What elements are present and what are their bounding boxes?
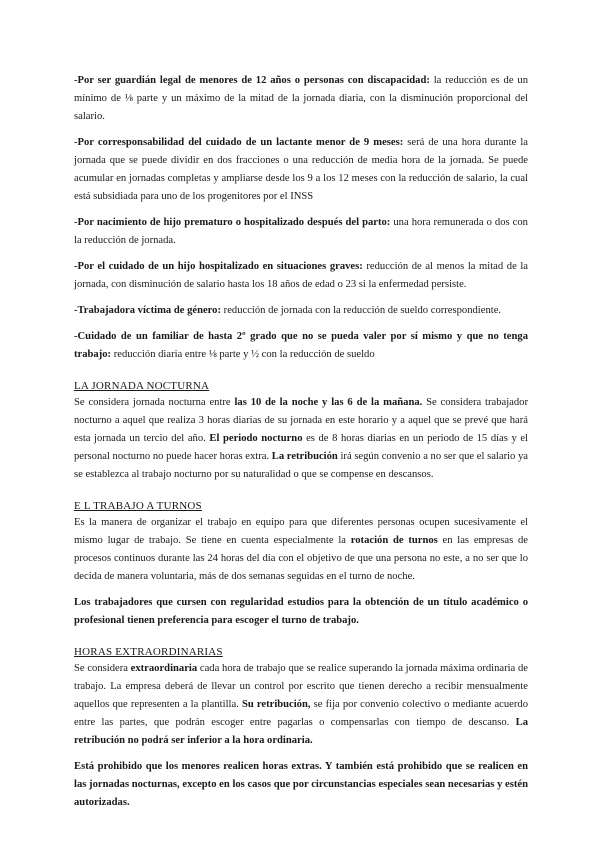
body-text: cada hora de trabajo que se realice superando la jornada máxima ordinaria de trabajo. La empresa deberá de llevar un control por escrito que tienen derecho a recibir mensualmente aquellos que representen a la plantilla.: [74, 663, 528, 710]
reduction-item-title: -Por el cuidado de un hijo hospitalizado en situaciones graves:: [74, 261, 363, 272]
body-emphasis: rotación de turnos: [350, 535, 438, 546]
body-text: Se considera jornada nocturna entre: [74, 397, 235, 408]
reduction-item-text: una hora remunerada o dos con la reducción de jornada.: [74, 217, 528, 246]
body-text: es de 8 horas diarias en un periodo de 15 días y el personal nocturno no puede hacer horas extra.: [74, 433, 529, 462]
reduction-item-title: -Por corresponsabilidad del cuidado de un lactante menor de 9 meses:: [74, 137, 404, 148]
section-heading-trabajo-turnos: E L TRABAJO A TURNOS: [74, 500, 202, 512]
reduction-item-title: -Por ser guardián legal de menores de 12 años o personas con discapacidad:: [74, 75, 430, 86]
body-text: se fija por convenio colectivo o mediante acuerdo entre las partes, que podrán escoger entre pagarlas o compensarlas con tiempo de descanso.: [74, 699, 528, 728]
reduction-item-prematuro: [74, 214, 528, 250]
body-emphasis: El periodo nocturno: [209, 433, 303, 444]
section-heading-jornada-nocturna: LA JORNADA NOCTURNA: [74, 380, 210, 392]
body-text: irá según convenio a no ser que el salario ya se establezca al trabajo nocturno por su naturalidad o que se compense en descansos.: [74, 451, 528, 480]
section-body-horas-extra: [74, 660, 528, 750]
body-emphasis: Su retribución,: [241, 699, 311, 710]
reduction-item-title: -Cuidado de un familiar de hasta 2º grado que no se pueda valer por sí mismo y que no tenga trabajo:: [74, 331, 528, 360]
section-note-trabajo-turnos: [74, 594, 528, 630]
reduction-item-victima-genero: [74, 302, 528, 320]
section-note-horas-extra: [74, 758, 528, 812]
body-emphasis: Los trabajadores que cursen con regularidad estudios para la obtención de un título académico o profesional tienen preferencia para escoger el turno de trabajo.: [74, 597, 528, 626]
section-heading-horas-extra: HORAS EXTRAORDINARIAS: [74, 646, 223, 658]
body-text: Se considera: [74, 663, 131, 674]
reduction-item-text: reducción de al menos la mitad de la jornada, con disminución de salario hasta los 18 años de edad o 23 si la enfermedad persiste.: [74, 261, 529, 290]
reduction-item-text: reducción diaria entre ⅛ parte y ½ con la reducción de sueldo: [111, 349, 375, 360]
reduction-item-title: -Por nacimiento de hijo prematuro o hospitalizado después del parto:: [74, 217, 391, 228]
body-emphasis: las 10 de la noche y las 6 de la mañana.: [234, 397, 423, 408]
reduction-item-hospitalizado: [74, 258, 528, 294]
body-text: en las empresas de procesos continuos durante las 24 horas del día con el objetivo de que una persona no este, a no ser que lo decida de manera voluntaria, más de dos semanas seguidas en el turno de noche.: [74, 535, 528, 582]
section-body-jornada-nocturna: [74, 394, 528, 484]
body-emphasis: Está prohibido que los menores realicen horas extras. Y también está prohibido que se realicen en las jornadas nocturnas, excepto en los casos que por circunstancias especiales sean necesarias y estén autorizadas.: [74, 761, 528, 808]
reduction-item-title: -Trabajadora víctima de género:: [74, 305, 222, 316]
reduction-item-lactante: [74, 134, 528, 206]
body-emphasis: extraordinaria: [130, 663, 198, 674]
body-emphasis: La retribución: [271, 451, 338, 462]
reduction-item-text: será de una hora durante la jornada que se puede dividir en dos fracciones o una reducción de media hora de la jornada. Se puede acumular en jornadas completas y ampliarse desde los 9 a los 12 meses con la reducción de salario, la cual está subsidiada para uno de los progenitores por el INSS: [74, 137, 528, 202]
body-emphasis: La retribución no podrá ser inferior a la hora ordinaria.: [74, 717, 528, 746]
reduction-item-text: reducción de jornada con la reducción de sueldo correspondiente.: [221, 305, 502, 316]
reduction-item-guardian: [74, 72, 528, 126]
reduction-item-text: la reducción es de un mínimo de ⅛ parte y un máximo de la mitad de la jornada diaria, con la disminución proporcional del salario.: [74, 75, 528, 122]
body-text: Es la manera de organizar el trabajo en equipo para que diferentes personas ocupen sucesivamente el mismo lugar de trabajo. Se tiene en cuenta especialmente la: [74, 517, 528, 546]
reduction-item-familiar: [74, 328, 528, 364]
body-text: Se considera trabajador nocturno a aquel que realiza 3 horas diarias de su jornada en este horario y a aquel que se prevé que hará esta jornada un tercio del año.: [74, 397, 528, 444]
section-body-trabajo-turnos: [74, 514, 528, 586]
document-page: [74, 72, 528, 820]
